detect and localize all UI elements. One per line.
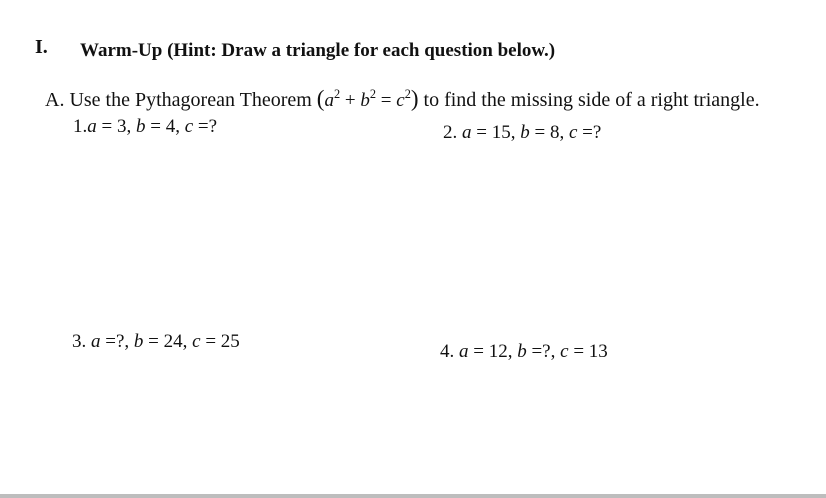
part-a-text-after: to find the missing side of a right triangle. bbox=[423, 89, 760, 111]
problem-2: 2. a = 15, b = 8, c =? bbox=[443, 122, 602, 143]
problem-1: 1.a = 3, b = 4, c =? bbox=[73, 116, 218, 137]
section-number: I. bbox=[35, 36, 48, 58]
problem-4: 4. a = 12, b =?, c = 13 bbox=[440, 341, 608, 362]
part-a-text-before: Use the Pythagorean Theorem bbox=[69, 89, 312, 111]
problem-3: 3. a =?, b = 24, c = 25 bbox=[72, 331, 240, 352]
bottom-border bbox=[0, 494, 826, 498]
pythagorean-formula: $(a^2 + b^2 = c^2)$ bbox=[316, 86, 419, 111]
part-a-letter: A. bbox=[45, 89, 65, 111]
section-title: Warm-Up (Hint: Draw a triangle for each question below.) bbox=[80, 40, 556, 61]
part-a-instructions bbox=[45, 86, 760, 112]
